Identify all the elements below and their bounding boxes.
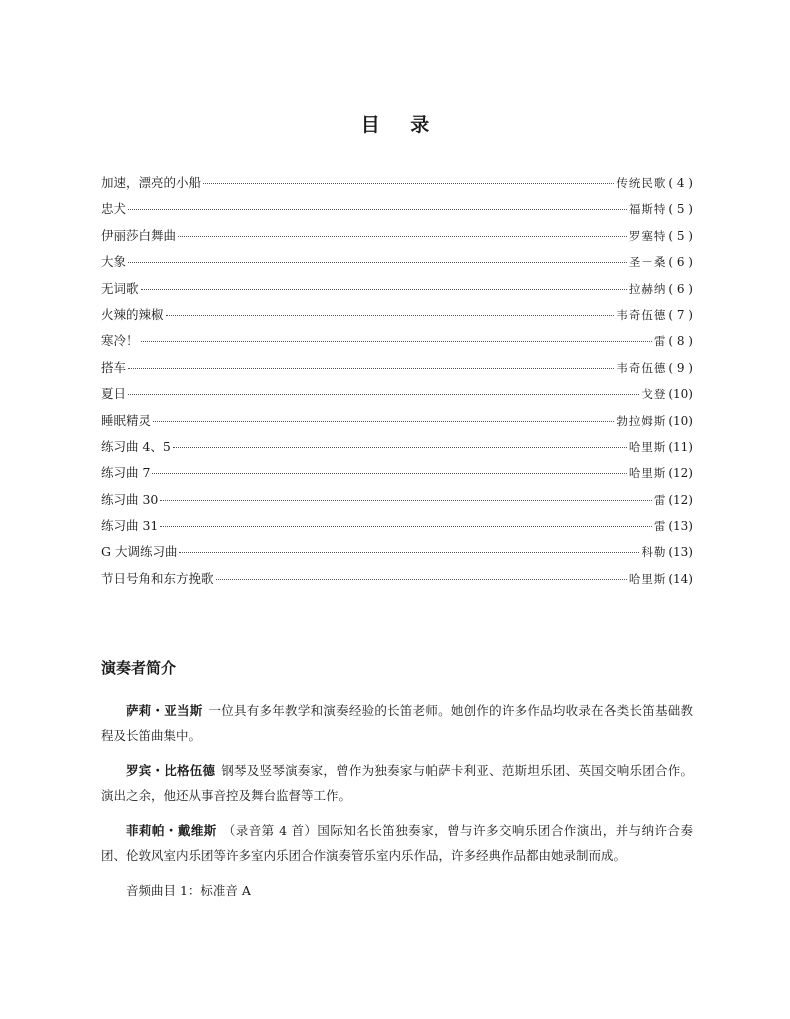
toc-entry-composer: 雷 bbox=[653, 519, 667, 534]
toc-entry-page: ( 4 ) bbox=[668, 176, 693, 190]
toc-entry-page: ( 7 ) bbox=[668, 307, 693, 322]
performers-heading: 演奏者简介 bbox=[101, 659, 177, 677]
toc-entry-title: 练习曲 7 bbox=[101, 465, 151, 481]
toc-entry-page: ( 6 ) bbox=[668, 255, 693, 270]
toc-entry-title: 搭车 bbox=[101, 359, 127, 375]
dot-leader bbox=[216, 565, 627, 580]
bio-paragraph bbox=[101, 698, 693, 748]
toc-entry-page: (12) bbox=[668, 492, 693, 507]
toc-entry-page: (13) bbox=[668, 545, 693, 560]
page-title: 目 录 bbox=[360, 114, 442, 136]
dot-leader bbox=[128, 354, 614, 369]
toc-entry-page: ( 5 ) bbox=[668, 228, 693, 243]
toc-entry-title: 火辣的辣椒 bbox=[101, 306, 164, 322]
toc-entry-page: ( 6 ) bbox=[668, 281, 693, 296]
toc-entry-title: 练习曲 30 bbox=[101, 491, 159, 507]
toc-entry-composer: 传统民歌 bbox=[616, 176, 667, 190]
toc-entry-title: 大象 bbox=[101, 254, 127, 270]
toc-entry-composer: 雷 bbox=[653, 492, 667, 507]
toc-entry-composer: 福斯特 bbox=[628, 202, 667, 217]
dot-leader bbox=[160, 512, 651, 527]
toc-entry-title: 夏日 bbox=[101, 386, 127, 402]
toc-entry-page: ( 8 ) bbox=[668, 334, 693, 349]
dot-leader bbox=[128, 195, 627, 210]
toc-entry-composer: 哈里斯 bbox=[628, 571, 667, 586]
toc-entry-page: (14) bbox=[668, 571, 693, 586]
toc-entry-composer: 拉赫纳 bbox=[628, 281, 667, 296]
toc-entry-composer: 韦奇伍德 bbox=[616, 360, 667, 375]
dot-leader bbox=[173, 433, 627, 448]
bio-paragraph bbox=[101, 818, 693, 868]
toc-entry-title: G 大调练习曲 bbox=[101, 544, 178, 560]
performer-name: 菲莉帕・戴维斯 bbox=[126, 823, 217, 838]
performer-description: 钢琴及竖琴演奏家，曾作为独奏家与帕萨卡利亚、范斯坦乐团、英国交响乐团合作。演出之余，他还从事音控及舞台监督等工作。 bbox=[101, 763, 693, 803]
toc-entry-title: 寒冷！ bbox=[101, 333, 139, 349]
toc-entry-title: 伊丽莎白舞曲 bbox=[101, 227, 177, 243]
toc-entry-title: 无词歌 bbox=[101, 280, 139, 296]
toc-entry-composer: 戈登 bbox=[641, 387, 667, 402]
toc-entry-composer: 科勒 bbox=[641, 545, 667, 560]
performer-description: （录音第 4 首）国际知名长笛独奏家，曾与许多交响乐团合作演出，并与纳许合奏团、伦敦风室内乐团等许多室内乐团合作演奏管乐室内乐作品，许多经典作品都由她录制而成。 bbox=[101, 823, 693, 863]
dot-leader bbox=[141, 327, 652, 342]
toc-entry-page: (11) bbox=[668, 439, 693, 454]
dot-leader bbox=[128, 248, 627, 263]
toc-entry-composer: 圣－桑 bbox=[628, 255, 667, 270]
performer-description: 一位具有多年教学和演奏经验的长笛老师。她创作的许多作品均收录在各类长笛基础教程及长笛曲集中。 bbox=[101, 703, 693, 743]
dot-leader bbox=[153, 407, 614, 422]
toc-entry-composer: 罗塞特 bbox=[628, 228, 667, 243]
toc-entry-composer: 哈里斯 bbox=[628, 439, 667, 454]
toc-entry-composer: 勃拉姆斯 bbox=[616, 413, 667, 428]
dot-leader bbox=[166, 301, 615, 316]
toc-entry-page: ( 9 ) bbox=[668, 360, 693, 375]
toc-entry-composer: 雷 bbox=[653, 334, 667, 349]
performer-bios bbox=[101, 698, 693, 916]
toc-entry-page: ( 5 ) bbox=[668, 202, 693, 217]
toc-entry-title: 忠犬 bbox=[101, 201, 127, 217]
dot-leader bbox=[152, 459, 626, 474]
performer-name: 萨莉・亚当斯 bbox=[126, 703, 203, 718]
toc-entry-title: 睡眠精灵 bbox=[101, 412, 152, 428]
table-of-contents bbox=[101, 172, 693, 594]
dot-leader bbox=[178, 222, 627, 237]
toc-entry-title: 节日号角和东方挽歌 bbox=[101, 570, 214, 586]
toc-entry-page: (10) bbox=[668, 387, 693, 402]
performer-name: 罗宾・比格伍德 bbox=[126, 763, 216, 778]
toc-entry-title: 练习曲 31 bbox=[101, 518, 159, 534]
toc-entry-title: 练习曲 4、5 bbox=[101, 438, 171, 454]
dot-leader bbox=[179, 538, 639, 553]
dot-leader bbox=[141, 275, 627, 290]
toc-entry-page: (12) bbox=[668, 466, 693, 481]
toc-entry bbox=[101, 568, 693, 594]
audio-track-note: 音频曲目 1：标准音 A bbox=[126, 883, 251, 898]
dot-leader bbox=[203, 169, 614, 184]
toc-entry-page: (10) bbox=[668, 413, 693, 428]
toc-entry-title: 加速，漂亮的小船 bbox=[101, 175, 202, 190]
bio-paragraph bbox=[101, 758, 693, 808]
dot-leader bbox=[160, 486, 651, 501]
toc-entry-composer: 韦奇伍德 bbox=[616, 307, 667, 322]
toc-entry-page: (13) bbox=[668, 519, 693, 534]
toc-entry-composer: 哈里斯 bbox=[628, 466, 667, 481]
dot-leader bbox=[128, 380, 639, 395]
